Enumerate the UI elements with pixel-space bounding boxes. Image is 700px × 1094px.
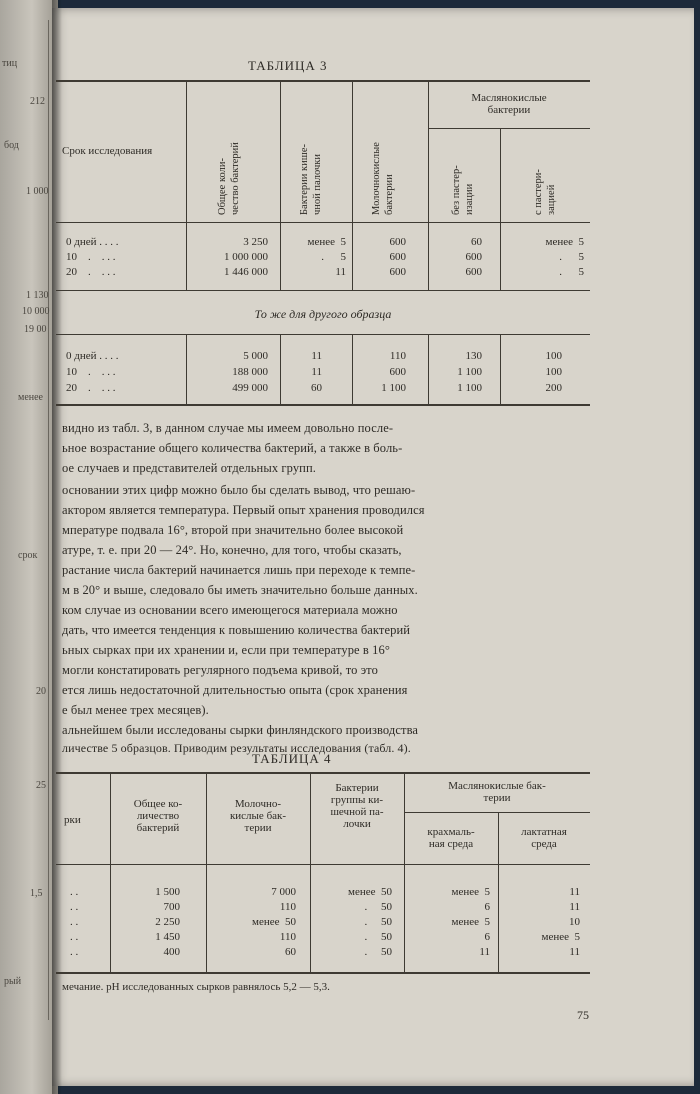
left-fragment: рый (4, 976, 22, 987)
table4-total-value: 400 (163, 946, 180, 958)
table3-header-butyric: Маслянокислые бактерии (471, 92, 547, 116)
table3-col-rule (280, 334, 281, 404)
table3-mid-rule (56, 290, 590, 291)
table3-header-rule (56, 222, 590, 223)
table4-lactic-value: менее 50 (252, 916, 296, 928)
table4-coli-value: . 50 (364, 931, 392, 943)
body-text-line: е был менее трех месяцев). (62, 703, 209, 717)
table3-with-value: 200 (545, 382, 562, 394)
table3-header-with-pasteurization: с пастери- зацией (533, 169, 557, 215)
book-spine-shadow (52, 0, 62, 1094)
table3-title: ТАБЛИЦА 3 (248, 58, 328, 73)
table4-total-value: 2 250 (155, 916, 180, 928)
left-fragment: 212 (30, 96, 45, 107)
table4-lactic-value: 110 (279, 931, 296, 943)
table4-starch-value: 11 (479, 946, 490, 958)
left-fragment: 1 000 (26, 186, 49, 197)
left-fragment: 19 00 (24, 324, 47, 335)
table4-row-marker: . . (70, 901, 79, 913)
table4-footnote: мечание. pH исследованных сырков равнялось 5,2 — 5,3. (62, 981, 330, 993)
body-text-line: атуре, т. е. при 20 — 24°. Но, конечно, для того, чтобы сказать, (62, 543, 402, 557)
table4-starch-value: 6 (484, 931, 490, 943)
body-text-line: альнейшем были исследованы сырки финляндского производства (62, 723, 419, 737)
body-text-line: м в 20° и выше, следовало бы иметь значительно больше данных. (62, 583, 418, 597)
table4-header-lactate-medium: лактатная среда (521, 826, 567, 850)
table3-without-value: 1 100 (457, 366, 482, 378)
body-text-line: основании этих цифр можно было бы сделать вывод, что решаю- (62, 483, 416, 497)
table3-period: 0 дней . . . . (66, 236, 119, 248)
table3-header-period: Срок исследования (62, 145, 153, 157)
left-fragment: менее (18, 392, 43, 403)
table4-row-marker: . . (70, 916, 79, 928)
left-fragment: 1 130 (26, 290, 49, 301)
table4-header-rule (56, 864, 590, 865)
table3-with-value: 100 (545, 350, 562, 362)
body-text-line: дать, что имеется тенденция к повышению количества бактерий (62, 623, 411, 637)
left-page-edge (0, 0, 58, 1094)
table4-header-coli: Бактерии группы ки- шечной па- лочки (330, 782, 384, 830)
body-text-line: ое случаев и представителей отдельных групп. (62, 461, 316, 475)
table3-lactic-value: 600 (389, 251, 406, 263)
table3-coli-value: 11 (311, 366, 322, 378)
body-text-line: ком случае из основании всего имеющегося материала можно (62, 603, 398, 617)
table3-coli-value: 11 (335, 266, 346, 278)
body-text-line: личестве 5 образцов. Приводим результаты исследования (табл. 4). (62, 741, 411, 755)
body-text-line: видно из табл. 3, в данном случае мы имеем довольно после- (62, 421, 394, 435)
table4-total-value: 1 450 (155, 931, 180, 943)
table4-lactate-value: менее 5 (541, 931, 580, 943)
table3-subheading: То же для другого образца (254, 307, 392, 321)
left-fragment: 1,5 (30, 888, 43, 899)
table3-with-value: 100 (545, 366, 562, 378)
body-text-line: актором является температура. Первый опыт хранения проводился (62, 503, 425, 517)
table4-row-marker: . . (70, 946, 79, 958)
table3-top-rule (56, 80, 590, 82)
table3-without-value: 600 (465, 251, 482, 263)
table4-header-starch-medium: крахмаль- ная среда (427, 826, 475, 850)
table3-with-value: . 5 (559, 266, 584, 278)
table3-period: 20 . . . . (66, 382, 116, 394)
table3-with-value: . 5 (559, 251, 584, 263)
table4-total-value: 1 500 (155, 886, 180, 898)
table3-without-value: 60 (471, 236, 482, 248)
table3-header-lactic: Молочнокислые бактерии (371, 142, 395, 215)
table3-header-coli: Бактерии кише- чной палочки (299, 144, 323, 215)
table3-col-rule (352, 80, 353, 290)
table3-col-rule (280, 80, 281, 290)
body-text-line: могли констатировать регулярного подъема кривой, то это (62, 663, 378, 677)
table3-total-value: 188 000 (232, 366, 268, 378)
table4-coli-value: . 50 (364, 946, 392, 958)
table3-col-rule (500, 128, 501, 290)
page-number: 75 (577, 1008, 589, 1022)
table4-bottom-rule (56, 972, 590, 974)
left-fragment: бод (4, 140, 19, 151)
table3-coli-value: менее 5 (307, 236, 346, 248)
table3-header-total: Общее коли- чество бактерий (217, 142, 241, 215)
body-text-line: ьных сырках при их хранении и, если при температуре в 16° (62, 643, 390, 657)
table4-butyric-rule (404, 812, 590, 813)
table4-starch-value: менее 5 (451, 916, 490, 928)
table4-lactate-value: 11 (569, 901, 580, 913)
body-text-line: ется лишь недостаточной длительностью опыта (срок хранения (62, 683, 408, 697)
table3-col-rule (428, 80, 429, 290)
table3-bottom-rule (56, 404, 590, 406)
table4-col-rule (498, 812, 499, 972)
table3-col-rule (186, 334, 187, 404)
table3-lactic-value: 600 (389, 366, 406, 378)
table3-period: 0 дней . . . . (66, 350, 119, 362)
table4-header-butyric: Маслянокислые бак- терии (448, 780, 546, 804)
table4-row-marker: . . (70, 931, 79, 943)
table3-period: 20 . . . . (66, 266, 116, 278)
table4-row-marker: . . (70, 886, 79, 898)
table4-top-rule (56, 772, 590, 774)
table4-lactate-value: 11 (569, 886, 580, 898)
table4-col-rule (404, 772, 405, 972)
table3-total-value: 499 000 (232, 382, 268, 394)
table3-col-rule (186, 80, 187, 290)
table3-total-value: 3 250 (243, 236, 268, 248)
table4-col-rule (310, 772, 311, 972)
left-fragment: тиц (2, 58, 18, 69)
table3-period: 10 . . . . (66, 251, 116, 263)
table4-lactic-value: 110 (279, 901, 296, 913)
table3-coli-value: . 5 (321, 251, 346, 263)
table4-header-total: Общее ко- личество бактерий (133, 798, 183, 834)
table3-butyric-rule (428, 128, 590, 129)
table3-sub-rule (56, 334, 590, 335)
table3-lactic-value: 110 (389, 350, 406, 362)
table3-col-rule (352, 334, 353, 404)
body-text-line: мпературе подвала 16°, второй при значительно более высокой (62, 523, 404, 537)
table3-coli-value: 60 (311, 382, 322, 394)
left-fragment: 20 (36, 686, 46, 697)
table3-without-value: 600 (465, 266, 482, 278)
left-fragment: срок (18, 550, 38, 561)
table3-period: 10 . . . . (66, 366, 116, 378)
table3-lactic-value: 600 (389, 236, 406, 248)
table3-with-value: менее 5 (545, 236, 584, 248)
table4-lactic-value: 7 000 (271, 886, 296, 898)
table3-col-rule (428, 334, 429, 404)
table3-total-value: 1 446 000 (224, 266, 268, 278)
table4-coli-value: . 50 (364, 916, 392, 928)
table4-lactate-value: 10 (569, 916, 580, 928)
table4-starch-value: 6 (484, 901, 490, 913)
table4-lactic-value: 60 (285, 946, 296, 958)
table4-total-value: 700 (163, 901, 180, 913)
table4-header-sample: рки (64, 814, 81, 826)
table4-starch-value: менее 5 (451, 886, 490, 898)
table4-coli-value: менее 50 (348, 886, 392, 898)
left-fragment: 10 000 (22, 306, 50, 317)
table4-header-lactic: Молочно- кислые бак- терии (229, 798, 287, 834)
table3-without-value: 130 (465, 350, 482, 362)
table3-total-value: 1 000 000 (224, 251, 268, 263)
table3-lactic-value: 600 (389, 266, 406, 278)
table4-lactate-value: 11 (569, 946, 580, 958)
table4-title: ТАБЛИЦА 4 (252, 751, 332, 766)
table3-header-without-pasteurization: без пастер- изации (451, 165, 475, 215)
left-page-rule (48, 20, 49, 1020)
table3-col-rule (500, 334, 501, 404)
table4-col-rule (206, 772, 207, 972)
table4-coli-value: . 50 (364, 901, 392, 913)
body-text-line: растание числа бактерий начинается лишь при переходе к темпе- (62, 563, 416, 577)
table4-col-rule (110, 772, 111, 972)
table3-lactic-value: 1 100 (381, 382, 406, 394)
left-fragment: 25 (36, 780, 46, 791)
table3-without-value: 1 100 (457, 382, 482, 394)
table3-coli-value: 11 (311, 350, 322, 362)
body-text-line: ьное возрастание общего количества бактерий, а также в боль- (62, 441, 403, 455)
table3-total-value: 5 000 (243, 350, 268, 362)
